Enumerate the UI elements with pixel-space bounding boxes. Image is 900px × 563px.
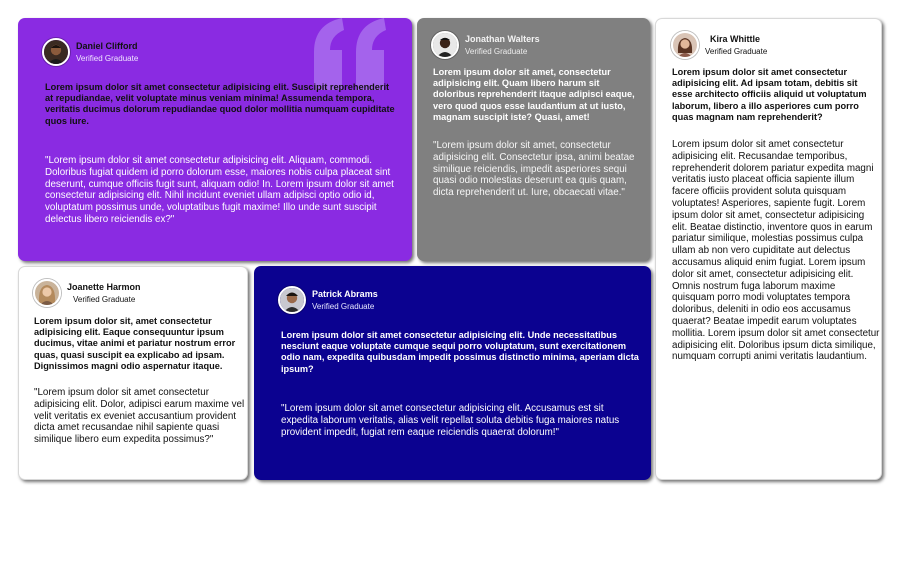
- author-name: Kira Whittle: [710, 33, 761, 44]
- author-role: Verified Graduate: [312, 301, 375, 311]
- author-info: [76, 41, 138, 64]
- testimonial-card-patrick-abrams: [254, 266, 651, 480]
- avatar: [431, 31, 459, 59]
- author-name: Joanette Harmon: [67, 281, 141, 292]
- avatar: [42, 38, 70, 66]
- author-name: Jonathan Walters: [465, 33, 540, 44]
- testimonial-summary: Lorem ipsum dolor sit amet consectetur adipisicing elit. Suscipit reprehenderit at repudiandae, velit voluptate minus veniam minima! Assumenda tempora, veritatis ducimus dolorum repudiandae quod dolor mollitia numquam cupiditate quos iure.: [45, 82, 395, 126]
- avatar: [278, 286, 306, 314]
- author-info: [312, 289, 378, 312]
- author-name: Patrick Abrams: [312, 288, 378, 299]
- avatar: [671, 31, 699, 59]
- author-info: [705, 34, 767, 57]
- author-role: Verified Graduate: [73, 294, 136, 304]
- testimonial-header: [42, 38, 138, 66]
- author-role: Verified Graduate: [76, 53, 139, 63]
- testimonial-summary: Lorem ipsum dolor sit amet, consectetur adipisicing elit. Quam libero harum sit doloribus reprehenderit itaque adipisci eaque, vero quod quos esse laudantium at ut iusto, magnam suscipit iste? Quasi, amet!: [433, 67, 635, 122]
- testimonial-header: [671, 31, 767, 59]
- testimonial-quote: "Lorem ipsum dolor sit amet consectetur adipisicing elit. Dolor, adipisci earum maxime vel velit veritatis ex eveniet accusantium provident dicta amet recusandae nihil sapiente quasi similique libero eum expedita possimus?": [34, 387, 245, 446]
- testimonial-header: [278, 286, 378, 314]
- author-info: [67, 282, 141, 305]
- testimonial-header: [33, 279, 141, 307]
- testimonial-quote: "Lorem ipsum dolor sit amet, consectetur adipisicing elit. Consectetur ipsa, animi beatae similique reiciendis, impedit asperiores sequi quasi odio molestias deserunt ea quis quam, dicta reprehenderit ut. Iure, obcaecati vitae.": [433, 140, 635, 199]
- testimonial-summary: Lorem ipsum dolor sit amet consectetur adipisicing elit. Unde necessitatibus nesciunt eaque voluptate cumque sequi porro voluptatum, sunt exercitationem odio nam, expedita quibusdam impedit possimus distinctio minima, aperiam dicta ipsum?: [281, 330, 639, 374]
- testimonial-header: [431, 31, 540, 59]
- testimonial-card-joanette-harmon: [18, 266, 248, 480]
- testimonial-quote: Lorem ipsum dolor sit amet consectetur adipisicing elit. Recusandae temporibus, reprehenderit dolorem pariatur expedita magni veritatis iusto placeat officia sapiente illum facere officiis provident soluta quisquam voluptates! Asperiores, sapiente fugit. Lorem ipsum dolor sit amet, consectetur adipisicing elit. Beatae distinctio, inventore quos in earum pariatur similique, molestias possimus culpa ullam ab non vero cupiditate aut delectus accusamus aliquid enim fugiat. Lorem ipsum dolor sit amet, consectetur adipisicing elit. Omnis nostrum fuga laborum maxime quisquam porro modi voluptates tempora doloribus, deleniti in odio eos accusamus quaerat? Beatae impedit earum voluptates mollitia. Lorem ipsum dolor sit amet consectetur adipisicing elit. Doloribus ipsum dicta similique, numquam corrupti animi veritatis laudantium.: [672, 139, 880, 363]
- author-info: [465, 34, 540, 57]
- testimonial-quote: "Lorem ipsum dolor sit amet consectetur adipisicing elit. Aliquam, commodi. Doloribus fugiat quidem id porro dolorum esse, maiores nobis culpa placeat sint deserunt, cumque officiis fugit sunt, aliquam odio! In. Lorem ipsum dolor sit amet consectetur adipisicing elit. Nihil incidunt eveniet ullam adipisci optio odio id, voluptatum possimus unde, voluptatibus fugit maxime! Illo unde sunt suscipit delectus libero reiciendis ex?": [45, 155, 394, 225]
- testimonial-card-kira-whittle: [655, 18, 882, 480]
- testimonial-summary: Lorem ipsum dolor sit, amet consectetur adipisicing elit. Eaque consequuntur ipsum ducimus, vitae animi et pariatur nostrum error quas, quasi suscipit ea explicabo ad ipsam. Dignissimos magni odio aspernatur itaque.: [34, 316, 236, 371]
- author-name: Daniel Clifford: [76, 40, 138, 51]
- testimonial-card-jonathan-walters: [417, 18, 650, 261]
- quotation-mark-icon: [306, 18, 396, 90]
- author-role: Verified Graduate: [465, 46, 528, 56]
- author-role: Verified Graduate: [705, 46, 768, 56]
- testimonial-summary: Lorem ipsum dolor sit amet consectetur adipisicing elit. Ad ipsam totam, debitis sit esse architecto officiis aliquid ut voluptatum laborum, libero a illo asperiores cum porro quas magnam nam reprehenderit?: [672, 67, 867, 122]
- testimonial-card-daniel-clifford: [18, 18, 412, 261]
- testimonial-quote: "Lorem ipsum dolor sit amet consectetur adipisicing elit. Accusamus est sit expedita laborum veritatis, alias velit repellat soluta debitis fuga maiores natus provident impedit, fugiat rem eaque reiciendis quaerat dolorum!": [281, 403, 620, 438]
- avatar: [33, 279, 61, 307]
